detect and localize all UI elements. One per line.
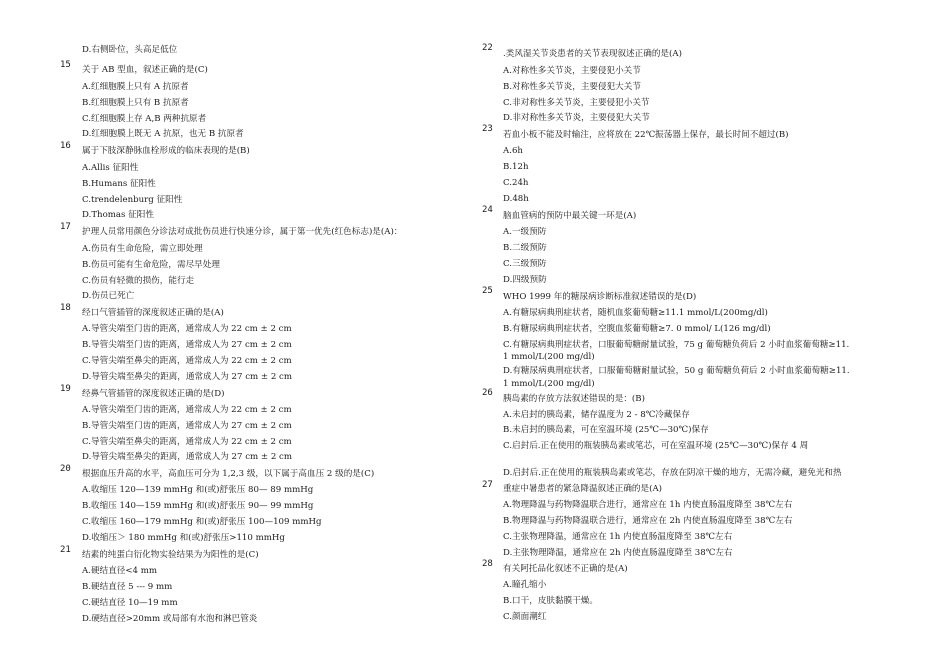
q28-option-b: B.口干，皮肤黏膜干燥。 [503,596,598,606]
q18-option-a: A.导管尖端至门齿的距离，通常成人为 22 cm ± 2 cm [82,324,292,334]
q15-option-c: C.红细胞膜上存 A,B 两种抗原者 [82,114,207,124]
q20-option-d: D.收缩压＞ 180 mmHg 和(或)舒张压>110 mmHg [82,533,285,543]
q25-option-a: A.有糖尿病典刑症状者，随机血浆葡萄糖≥11.1 mmol/L(200mg/dl) [503,308,768,318]
q23-number: 23 [482,124,493,134]
q28-stem: 有关阿托品化叙述不正确的是(A) [503,564,628,574]
q22-option-c: C.非对称性多关节炎，主要侵犯小关节 [503,98,650,108]
q25-option-c-cont: 1 mmol/L(200 mg/dl) [503,352,595,362]
right-column [475,0,950,672]
q28-option-a: A.瞳孔缩小 [503,580,547,590]
q25-stem: WHO 1999 年的糖尿病诊断标准叙述错误的是(D) [503,292,697,302]
q20-stem: 根据血压升高的水平，高血压可分为 1,2,3 级，以下属于高血压 2 级的是(C) [82,469,375,479]
q26-stem: 胰岛素的存放方法叙述错误的是：(B) [503,394,645,404]
q16-option-c: C.trendelenburg 征阳性 [82,195,183,205]
q26-number: 26 [482,388,493,398]
q17-option-b: B.伤员可能有生命危险，需尽早处理 [82,260,220,270]
q16-number: 16 [60,141,71,151]
q23-option-d: D.48h [503,194,529,204]
q20-option-a: A.收缩压 120—139 mmHg 和(或)舒张压 80— 89 mmHg [82,485,314,495]
q27-option-d: D.主张物理降温，通常应在 2h 内使直肠温度降至 38℃左右 [503,548,733,558]
q15-stem: 关于 AB 型血，叙述正确的是(C) [82,65,208,75]
q16-option-a: A.Allis 征阳性 [82,163,139,173]
q20-option-b: B.收缩压 140—159 mmHg 和(或)舒张压 90— 99 mmHg [82,501,314,511]
q19-number: 19 [60,384,71,394]
q15-option-b: B.红细胞膜上只有 B 抗原者 [82,98,189,108]
q26-option-d: D.启封后.正在使用的瓶装胰岛素或笔芯，存放在阴凉干燥的地方，无需冷藏，避免光和热 [503,468,842,478]
q25-option-d: D.有糖尿病典刑症状者，口服葡萄糖耐量试验，50 g 葡萄糖负荷后 2 小时血浆葡萄糖≥11. [503,366,850,376]
q24-number: 24 [482,205,493,215]
q16-option-d: D.Thomas 征阳性 [82,210,154,220]
q23-stem: 若血小板不能及时输注，应将放在 22℃振荡器上保存，最长时间不超过(B) [503,130,789,140]
q26-option-c: C.启封后.正在使用的瓶装胰岛素或笔芯，可在室温环境 (25℃—30℃)保存 4 周 [503,441,809,451]
q28-option-c: C.颜面潮红 [503,612,547,622]
q23-option-a: A.6h [503,146,523,156]
q25-number: 25 [482,286,493,296]
q25-option-c: C.有糖尿病典刑症状者，口服葡萄糖耐量试验，75 g 葡萄糖负荷后 2 小时血浆葡萄糖≥11. [503,340,850,350]
q22-number: 22 [482,43,493,53]
q17-option-a: A.伤员有生命危险，需立即处理 [82,244,203,254]
q21-stem: 结素的纯蛋白衍化物实验结果为为阳性的是(C) [82,550,259,560]
q26-option-b: B.未启封的胰岛素，可在室温环境 (25℃—30℃)保存 [503,425,709,435]
q17-option-c: C.伤员有轻微的损伤，能行走 [82,276,195,286]
q27-option-b: B.物理降温与药物降温联合进行，通常应在 2h 内使直肠温度降至 38℃左右 [503,516,793,526]
q18-option-d: D.导管尖端至鼻尖的距离，通常成人为 27 cm ± 2 cm [82,372,293,382]
q15-option-d: D.红细胞膜上既无 A 抗原，也无 B 抗原者 [82,129,244,139]
q16-option-b: B.Humans 征阳性 [82,179,156,189]
q27-option-c: C.主张物理降温，通常应在 1h 内使直肠温度降至 38℃左右 [503,532,733,542]
q21-option-b: B.硬结直径 5 --- 9 mm [82,582,173,592]
q20-option-c: C.收缩压 160—179 mmHg 和(或)舒张压 100—109 mmHg [82,517,322,527]
q27-number: 27 [482,480,493,490]
q22-option-d: D.非对称性多关节炎，主要侵犯大关节 [503,113,650,123]
q19-option-c: C.导管尖端至鼻尖的距离，通常成人为 22 cm ± 2 cm [82,437,292,447]
q17-number: 17 [60,222,71,232]
q14-option-d: D.右侧卧位，头高足低位 [82,45,178,55]
q24-option-d: D.四级预防 [503,275,547,285]
q18-number: 18 [60,303,71,313]
q15-number: 15 [60,60,71,70]
q23-option-c: C.24h [503,178,529,188]
q18-option-b: B.导管尖端至门齿的距离，通常成人为 27 cm ± 2 cm [82,340,292,350]
q19-option-a: A.导管尖端至门齿的距离，通常成人为 22 cm ± 2 cm [82,405,292,415]
q16-stem: 属于下肢深静脉血栓形成的临床表现的是(B) [82,146,250,156]
q21-option-a: A.硬结直径<4 mm [82,566,158,576]
q20-number: 20 [60,464,71,474]
q24-option-c: C.三级预防 [503,259,547,269]
q24-option-b: B.二级预防 [503,243,547,253]
q28-number: 28 [482,559,493,569]
q27-stem: 重症中暑患者的紧急降温叙述正确的是(A) [503,484,663,494]
q18-stem: 经口气管插管的深度叙述正确的是(A) [82,308,224,318]
q27-option-a: A.物理降温与药物降温联合进行，通常应在 1h 内使直肠温度降至 38℃左右 [503,500,793,510]
q23-option-b: B.12h [503,162,529,172]
q18-option-c: C.导管尖端至鼻尖的距离，通常成人为 22 cm ± 2 cm [82,356,292,366]
q25-option-d-cont: 1 mmol/L(200 mg/dl) [503,379,595,389]
q19-option-d: D.导管尖端至鼻尖的距离，通常成人为 27 cm ± 2 cm [82,452,293,462]
q22-option-a: A.对称性多关节炎，主要侵犯小关节 [503,66,641,76]
q26-option-a: A.未启封的胰岛素，储存温度为 2 - 8℃冷藏保存 [503,410,690,420]
q15-option-a: A.红细胞膜上只有 A 抗原者 [82,82,189,92]
q22-option-b: B.对称性多关节炎，主要侵犯大关节 [503,82,641,92]
q19-option-b: B.导管尖端至门齿的距离，通常成人为 27 cm ± 2 cm [82,421,292,431]
q17-option-d: D.伤员已死亡 [82,291,135,301]
q21-option-d: D.硬结直径>20mm 或局部有水泡和淋巴管炎 [82,614,258,624]
q24-stem: 脑血管病的预防中最关键一环是(A) [503,211,637,221]
q25-option-b: B.有糖尿病典刑症状者，空腹血浆葡萄糖≥7. 0 mmol/ L(126 mg/dl) [503,324,771,334]
q17-stem: 护理人员常用颜色分诊法对成批伤员进行快速分诊，属于第一优先(红色标志)是(A)： [82,227,403,237]
q24-option-a: A.一级预防 [503,227,547,237]
q22-stem: .类风湿关节炎患者的关节表现叙述正确的是(A) [503,49,682,59]
q21-option-c: C.硬结直径 10—19 mm [82,598,178,608]
q21-number: 21 [60,545,71,555]
q19-stem: 经鼻气管插管的深度叙述正确的是(D) [82,389,225,399]
